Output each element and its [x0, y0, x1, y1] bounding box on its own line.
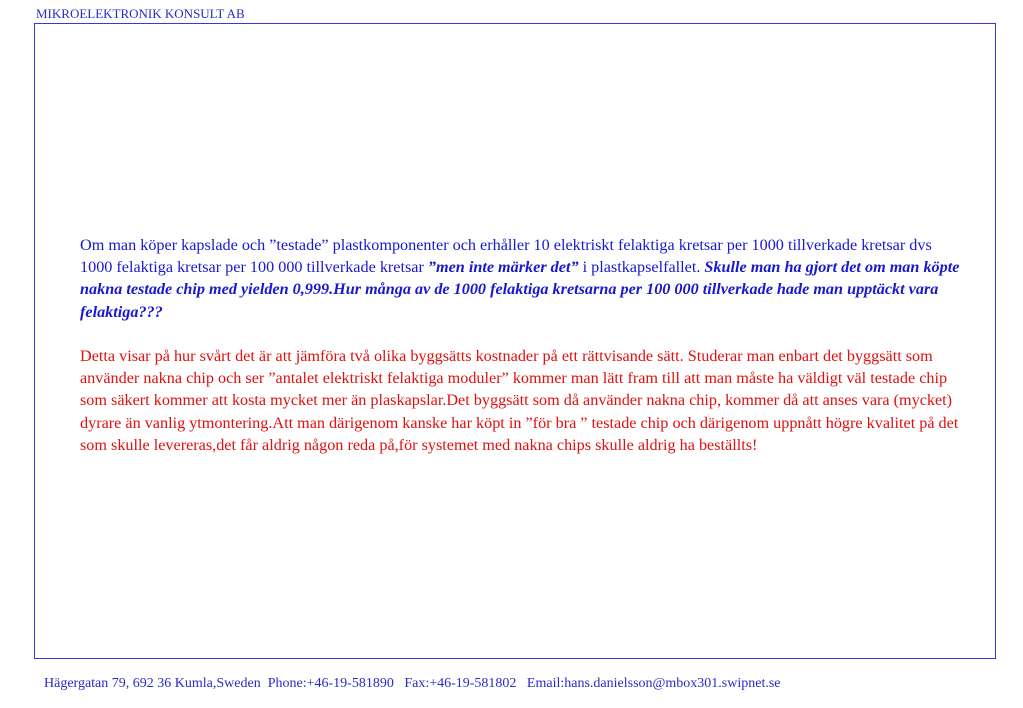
slide-content	[80, 234, 960, 456]
footer-phone: Phone:+46-19-581890	[267, 676, 394, 691]
company-header: MIKROELEKTRONIK KONSULT AB	[36, 6, 245, 21]
paragraph-question-text-1: Om man köper kapslade och ”testade” plastkomponenter och erhåller 10 elektriskt felaktiga kretsar per 1000 tillverkade kretsar dvs 1000 felaktiga kretsar per 100 000 tillverkade kretsar	[80, 236, 932, 277]
footer-address: Hägergatan 79, 692 36 Kumla,Sweden	[44, 676, 261, 691]
paragraph-question-text-2: i plastkapselfallet.	[578, 258, 705, 277]
footer-email: Email:hans.danielsson@mbox301.swipnet.se	[526, 676, 781, 691]
paragraph-question	[80, 234, 960, 323]
paragraph-question-emphasis-2: Skulle man ha gjort det om man köpte nakna testade chip med yielden 0,999.Hur många av de 1000 felaktiga kretsarna per 100 000 tillverkade hade man upptäckt vara felaktiga???	[80, 258, 960, 321]
footer-fax: Fax:+46-19-581802	[404, 676, 517, 691]
paragraph-question-emphasis-1: ”men inte märker det”	[427, 258, 579, 277]
paragraph-explanation: Detta visar på hur svårt det är att jämföra två olika byggsätts kostnader på ett rättvisande sätt. Studerar man enbart det byggsätt som använder nakna chip och ser ”antalet elektriskt felaktiga moduler” kommer man lätt fram till att man måste ha väldigt väl testade chip som säkert kommer att kosta mycket mer än plaskapslar.Det byggsätt som då använder nakna chip, kommer då att anses vara (mycket) dyrare än vanlig ytmontering.Att man därigenom kanske har köpt in ”för bra ” testade chip och därigenom uppnått högre kvalitet på det som skulle levereras,det får aldrig någon reda på,för systemet med nakna chips skulle aldrig ha beställts!	[80, 347, 959, 454]
footer-contact	[44, 676, 781, 692]
